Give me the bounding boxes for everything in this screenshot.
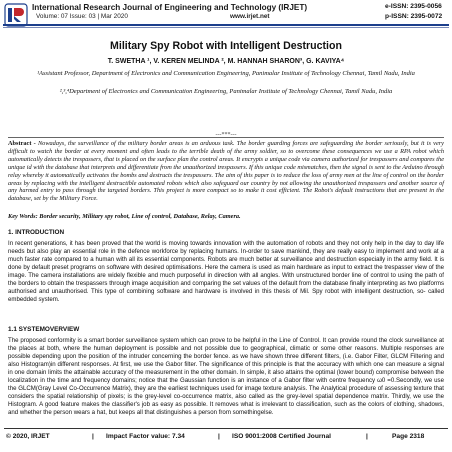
- footer-page-number: Page 2318: [392, 433, 425, 440]
- footer-rule: [4, 428, 448, 429]
- journal-title: International Research Journal of Engineering and Technology (IRJET): [32, 3, 308, 12]
- abstract-text: Nowadays, the surveillance of the military border areas is an arduous task. The border guarding forces are safeguarding the border seriously, but it is very difficult to watch the border at every moment and often leads to the terrible death of the army soldier, so to overcome these consequences we use a RPA robot which automatically detects the trespassers, that is placed on the surface plan the control areas. It encrypts a unique code via camera authorized for trespassers and compares the unique id with the database that interprets and differentiate from the unauthorized trespassers. If this unique code mismatches, then the signal is sent to the Arduino through relay whereby it automatically activates the bombs and destructs the trespassers. The aim of this paper is to reduce the loss of army men at the line of control on the border areas by replacing with the intelligent destructible automated robots which also safeguard our country by not allowing the unauthorized trespassers and another source of any harmed entry to pass through the targeted borders. This project is more compact so to make it cost efficient. The Robot's default instructions that are present in the database, set by the Military Force.: [8, 140, 444, 203]
- separator-stars: ---***---: [215, 132, 237, 138]
- separator-rule: [8, 137, 444, 138]
- e-issn: e-ISSN: 2395-0056: [385, 3, 442, 10]
- section-text-system-overview: The proposed conformity is a smart border surveillance system which can prove to be helpful in the Line of Control. It can provide round the clock surveillance at the places at both, where the human deployment is possible and not possible due to geographical, climatic or some other reasons. Multiple responses are possible depending upon the position of the intruder concerning the border fence. as we have shown three different filters, (i.e. Gabor Filter, GLCM Filtering and also Histogram)in different responses. At first, we use the Gabor filter. The significance of this principle is that the accuracy with which one can measure a signal in one domain limits the attainable accuracy of the measurement in the other domain. In simple, it also attains the optimal (lower bound) compromise between the localization in the time and frequency domains; notice that the Gaussian function is an instance of a Gabor filter with centre frequency ω0 =0.Secondly, we use the GLCM(Gray Level Co-Occurrence Matrix), they are the earliest techniques used for image texture analysis. The Analytical procedure of assessing texture that considers the spatial relationship of pixels; is the grey-level co-occurrence matrix, also called as the grey-level spatial dependence matrix. Thirdly, we use the Histogram. A good feature makes the classifier's job as easy as possible. It removes what is irrelevant to classification, such as the colors of clothing, shadows, and whether the person wears a hat, but keeps all that distinguishes a person from somethingelse.: [8, 337, 444, 416]
- affiliation-1: ¹Assistant Professor, Department of Electronics and Communication Engineering, Panimalar Institute of Technology Chennai, Tamil Nadu, India: [37, 70, 415, 77]
- page-footer: [0, 433, 452, 447]
- journal-header: [0, 0, 452, 30]
- abstract: [8, 140, 444, 203]
- footer-sep-2: |: [218, 433, 220, 440]
- volume-issue: Volume: 07 Issue: 03 | Mar 2020: [36, 13, 128, 20]
- header-rule: [3, 24, 449, 26]
- journal-website[interactable]: www.irjet.net: [230, 13, 270, 20]
- footer-impact-factor: Impact Factor value: 7.34: [106, 433, 185, 440]
- header-rule-thin: [3, 27, 449, 28]
- keywords: Key Words: Border security, Military spy robot, Line of control, Database, Relay, Camera.: [8, 213, 241, 220]
- footer-copyright: © 2020, IRJET: [6, 433, 50, 440]
- author-list: T. SWETHA ¹, V. KEREN MELINDA ², M. HANNAH SHARON³, G. KAVIYA⁴: [107, 58, 345, 65]
- affiliation-2: ²,³,⁴Department of Electronics and Communication Engineering, Panimalar Institute of Technology Chennai, Tamil Nadu, India: [59, 88, 393, 95]
- p-issn: p-ISSN: 2395-0072: [385, 13, 443, 20]
- section-heading-introduction: 1. INTRODUCTION: [8, 229, 65, 236]
- abstract-label: Abstract -: [8, 140, 36, 147]
- footer-sep-3: |: [366, 433, 368, 440]
- section-heading-system-overview: 1.1 SYSTEMOVERVIEW: [8, 326, 80, 333]
- section-text-introduction: In recent generations, it has been proved that the world is moving towards innovation with the automation of robots and they not only help in the day to day life needs but also play an essential role in the defence workforce by replacing humans. In-order to save mankind, they are really easy to implement and work at a much faster rate compared to a human with all its essential components. Robots are much better at surveillance and destruction especially in the army field. It is done by default preset programs on software with desired optimisations. Here the camera is used as main hardware as input to extract the trespasser view of the image. The camera installations are widely flexible and much purposeful in direction with all angles. With unstructured border line of control to using the path of the borders to obtain the trespassers through image acquisition and comparing the set values of the default from the database finally interpreting as two platforms authorised and unauthorised. This type of combining software and hardware is involved in this thesis of Mil. Spy robot with intelligent destruction, so- called embedded system.: [8, 240, 444, 303]
- paper-title: Military Spy Robot with Intelligent Destruction: [110, 40, 342, 52]
- footer-sep-1: |: [92, 433, 94, 440]
- footer-iso: ISO 9001:2008 Certified Journal: [232, 433, 331, 440]
